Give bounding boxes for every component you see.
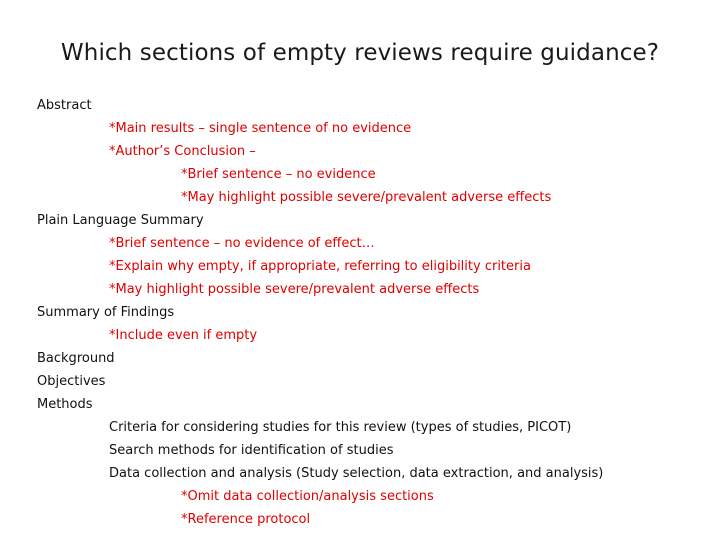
- outline-line: Plain Language Summary: [37, 213, 204, 228]
- outline-line: Data collection and analysis (Study selection, data extraction, and analysis): [109, 466, 604, 481]
- outline-line: Summary of Findings: [37, 305, 175, 320]
- outline-line: *May highlight possible severe/prevalent adverse effects: [181, 190, 552, 205]
- outline-line: Criteria for considering studies for this review (types of studies, PICOT): [109, 420, 572, 435]
- slide-content: [37, 94, 707, 531]
- outline-line: Objectives: [37, 374, 106, 389]
- outline-line: *Brief sentence – no evidence of effect…: [109, 236, 375, 251]
- outline-line: Abstract: [37, 98, 92, 113]
- slide-title: Which sections of empty reviews require guidance?: [60, 40, 660, 66]
- outline-line: *Author’s Conclusion –: [109, 144, 256, 159]
- outline-line: *Main results – single sentence of no evidence: [109, 121, 412, 136]
- outline-line: *Include even if empty: [109, 328, 258, 343]
- outline-line: *May highlight possible severe/prevalent adverse effects: [109, 282, 480, 297]
- outline-line: *Explain why empty, if appropriate, referring to eligibility criteria: [109, 259, 531, 274]
- outline-line: Background: [37, 351, 115, 366]
- outline-line: *Reference protocol: [181, 512, 311, 527]
- outline-line: *Omit data collection/analysis sections: [181, 489, 434, 504]
- outline-line: Methods: [37, 397, 93, 412]
- outline-line: Search methods for identification of studies: [109, 443, 394, 458]
- outline-line: *Brief sentence – no evidence: [181, 167, 376, 182]
